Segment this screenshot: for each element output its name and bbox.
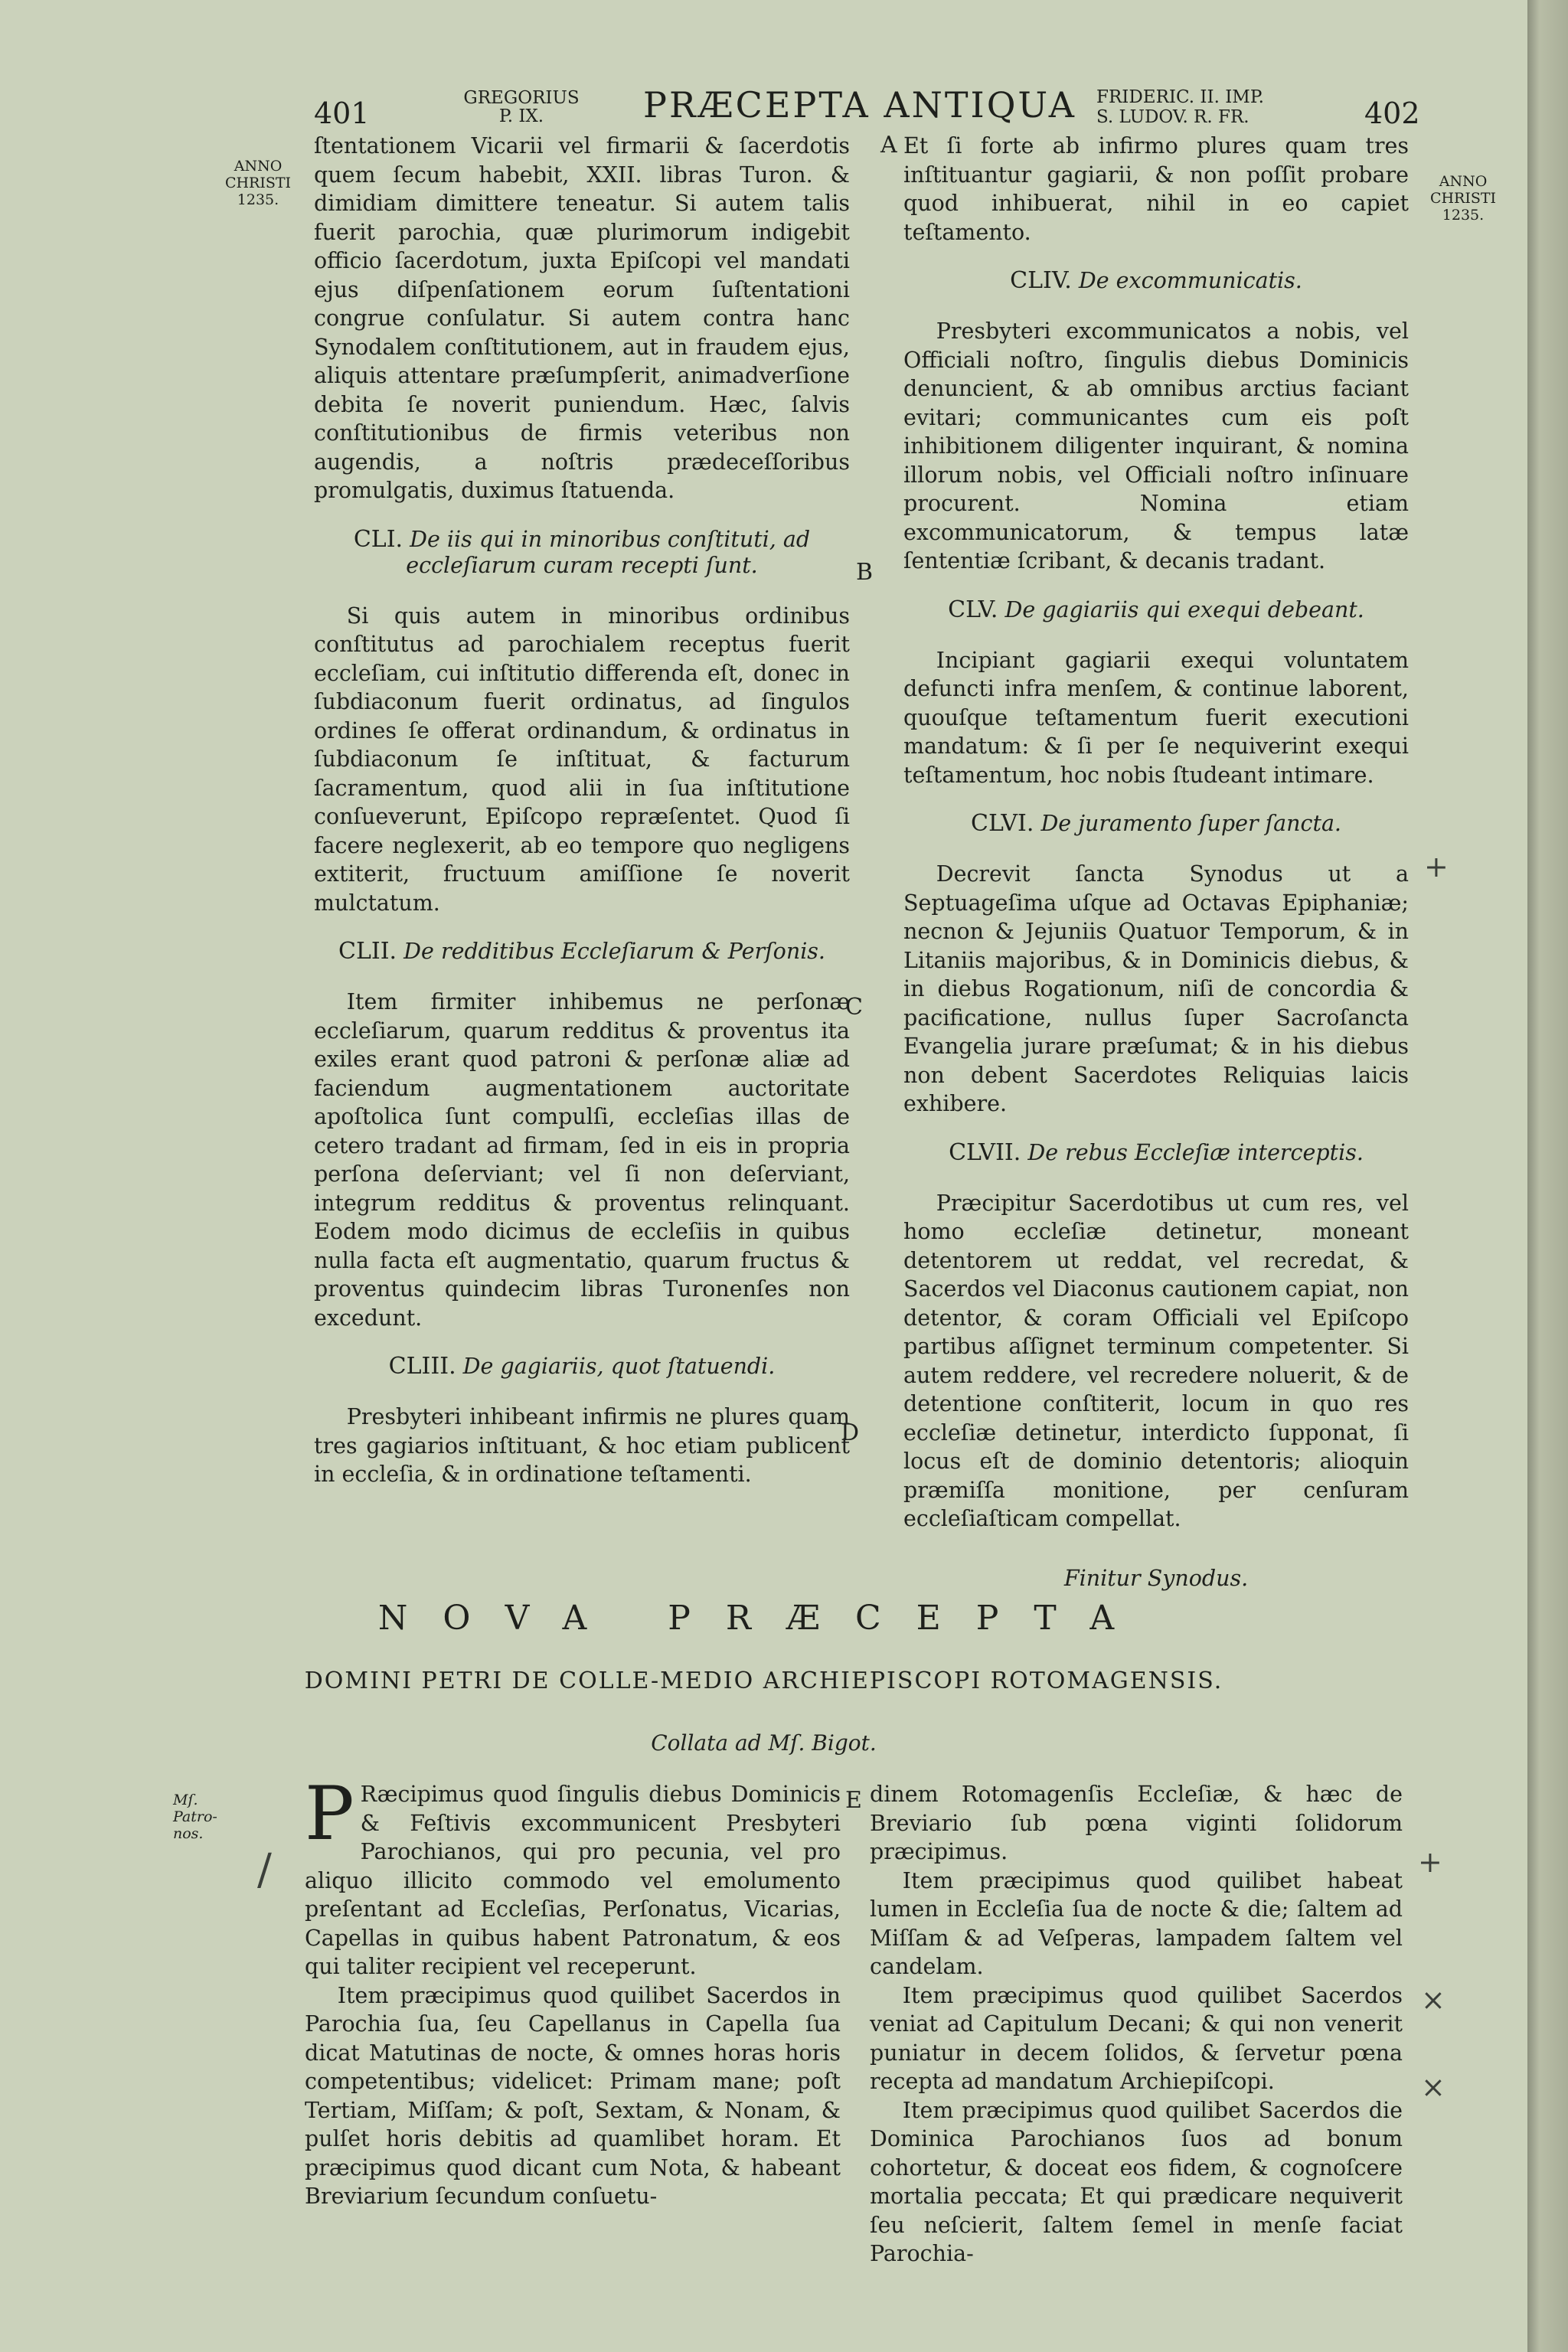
section-heading — [903, 597, 1409, 623]
pen-mark-icon: + — [1424, 850, 1449, 884]
nova-right-column — [870, 1780, 1403, 2269]
nova-first-paragraph — [305, 1771, 841, 1981]
section-number: CLII. — [338, 938, 397, 965]
margin-year: 1235. — [237, 191, 279, 208]
column-letter-c: C — [845, 994, 863, 1021]
section-title: De juramento ſuper ſancta. — [1040, 811, 1341, 836]
margin-year: 1235. — [1442, 207, 1485, 224]
nova-paragraph: Item præcipimus quod quilibet Sacerdos veniat ad Capitulum Decani; & qui non venerit puniatur in decem ſolidos, & ſervetur pœna recepta ad mandatum Archiepiſcopi. — [870, 1982, 1403, 2094]
running-head-gregorius: GREGORIUS — [463, 88, 580, 108]
running-head-ludovicus: S. LUDOV. R. FR. — [1096, 107, 1250, 127]
section-text: Presbyteri excommunicatos a nobis, vel Officiali noſtro, ſingulis diebus Dominicis denuncient, & ab omnibus arctius faciant evitari; communicantes cum eis poſt inhibitionem diligenter inquirant, & nomina illorum nobis, vel Officiali noſtro inſinuare procurent. Nomina etiam excommunicatorum, & tempus latæ ſententiæ ſcribant, & decanis tradant. — [903, 318, 1409, 573]
right-running-head — [1096, 87, 1264, 127]
column-letter-d: D — [841, 1419, 860, 1446]
section-heading — [903, 268, 1409, 294]
left-running-head — [449, 89, 594, 126]
column-letter-b: B — [856, 559, 874, 586]
pen-mark-icon: / — [257, 1845, 272, 1895]
section-heading — [903, 811, 1409, 837]
finitur-synodus: Finitur Synodus. — [1063, 1565, 1249, 1591]
section-text: Si quis autem in minoribus ordinibus conſtitutus ad parochialem receptus fuerit eccleſiam, cui inſtitutio differenda eſt, donec in ſubdiaconum fuerit ordinatus, ad ſingulos ordines ſe offerat ordinandum, & ordinatus in ſubdiaconum ſe inſtituat, & facturum ſacramentum, quod alii in ſua inſtitutione conſueverunt, Epiſcopo repræſentet. Quod ſi facere neglexerit, ab eo tempore quo negligens extiterit, fructuum amiſſione ſe noverit mulctatum. — [314, 603, 850, 916]
section-text: Item firmiter inhibemus ne perſonæ eccleſiarum, quarum redditus & proventus ita exiles erant quod patroni & perſonæ aliæ ad faciendum augmentationem auctoritate apoſtolica ſunt compulſi, eccleſias illas de cetero tradant ad firmam, ſed in eis in propria perſona deſerviant; vel ſi non deſerviant, integrum redditus & proventus relinquant. Eodem modo dicimus de eccleſiis in quibus nulla facta eſt augmentatio, quarum fructus & proventus quindecim libras Turonenſes non excedunt. — [314, 989, 850, 1331]
adjacent-page-edge — [1527, 0, 1568, 2352]
section-title: De rebus Eccleſiæ interceptis. — [1027, 1139, 1364, 1165]
column-letter-e: E — [845, 1787, 862, 1814]
margin-anno: ANNO — [1439, 173, 1488, 190]
section-number: CLV. — [948, 596, 998, 623]
section-title: De gagiariis, quot ſtatuendi. — [462, 1354, 776, 1379]
section-text: Presbyteri inhibeant infirmis ne plures quam tres gagiarios inſtituant, & hoc etiam publicent in eccleſia, & in ordinatione teſtamenti. — [314, 1404, 850, 1487]
section-number: CLI. — [353, 525, 403, 553]
nova-paragraph: Item præcipimus quod quilibet Sacerdos die Dominica Parochianos ſuos ad bonum cohortetur, & doceat eos fidem, & cognoſcere mortalia peccata; Et qui prædicare nequiverit ſeu neſcierit, ſaltem ſemel in menſe faciat Parochia- — [870, 2097, 1403, 2266]
pen-mark-icon: + — [1418, 1845, 1442, 1879]
nova-paragraph: Item præcipimus quod quilibet habeat lumen in Eccleſia ſua de nocte & die; ſaltem ad Miſſam & ad Veſperas, lampadem ſaltem vel candelam. — [870, 1867, 1403, 1979]
running-head-pope-number: P. IX. — [498, 106, 544, 126]
margin-christi: CHRISTI — [1429, 190, 1497, 207]
nova-left-column — [305, 1771, 841, 2211]
pen-mark-icon: × — [1421, 1983, 1446, 2017]
running-head-fridericus: FRIDERIC. II. IMP. — [1096, 87, 1264, 107]
left-page-number: 401 — [314, 96, 370, 130]
section-number: CLIV. — [1010, 267, 1072, 294]
collata-note: Collata ad Mſ. Bigot. — [651, 1730, 877, 1756]
section-text: Præcipitur Sacerdotibus ut cum res, vel homo eccleſiæ detinetur, moneant detentorem ut reddat, vel recredat, & Sacerdos vel Diaconus cautionem capiat, non detentor, & coram Officiali vel Epiſcopo partibus aſſignet terminum competenter. Si autem reddere, vel recredere noluerit, & de detentione conſtiterit, locum in quo res eccleſiæ detinetur, interdicto ſupponat, ſi locus eſt de dominio detentoris; alioquin præmiſſa monitione, per cenſuram eccleſiaſticam compellat. — [903, 1190, 1409, 1531]
nova-praecepta-subtitle: DOMINI PETRI DE COLLE-MEDIO ARCHIEPISCOPI ROTOMAGENSIS. — [304, 1668, 1223, 1694]
right-page-number: 402 — [1364, 96, 1420, 130]
left-intro-paragraph: ſtentationem Vicarii vel firmarii & ſacerdotis quem ſecum habebit, XXII. libras Turon. & dimidiam dimittere teneatur. Si autem talis fuerit parochia, quæ plurimorum indigebit officio ſacerdotum, juxta Epiſcopi vel mandati ejus diſpenſationem eorum ſuſtentationi congrue conſulatur. Si autem contra hanc Synodalem conſtitutionem, aut in fraudem ejus, aliquis attentare præſumpſerit, animadverſione debita ſe noverit puniendum. Hæc, ſalvis conſtitutionibus de firmis veteribus non augendis, a noſtris prædeceſſoribus promulgatis, duximus ſtatuenda. — [314, 133, 850, 503]
nova-praecepta-title: NOVA PRÆCEPTA — [377, 1599, 1150, 1638]
page-title: PRÆCEPTA ANTIQUA — [643, 84, 1076, 126]
section-heading — [903, 1140, 1409, 1166]
right-margin-year-note — [1421, 173, 1505, 224]
left-margin-year-note — [201, 158, 315, 208]
margin-anno: ANNO — [234, 158, 283, 175]
section-text: Incipiant gagiarii exequi voluntatem defuncti infra menſem, & continue laborent, quouſque teſtamentum fuerit executioni mandatum: & ſi per ſe nequiverint exequi teſtamentum, hoc nobis ſtudeant intimare. — [903, 647, 1409, 788]
section-title: De redditibus Eccleſiarum & Perſonis. — [403, 939, 825, 964]
margin-christi: CHRISTI — [224, 175, 292, 191]
section-number: CLVII. — [949, 1138, 1021, 1166]
section-text: Decrevit ſancta Synodus ut a Septuageſima uſque ad Octavas Epiphaniæ; necnon & Jejuniis Quatuor Temporum, & in Litaniis majoribus, & in Dominicis diebus, & in diebus Rogationum, niſi de concordia & pacificatione, nullus ſuper Sacroſancta Evangelia jurare præſumat; & in his diebus non debent Sacerdotes Reliquias laicis exhibere. — [903, 861, 1409, 1116]
section-title: De excommunicatis. — [1078, 268, 1302, 293]
section-title: De iis qui in minoribus conſtituti, ad eccleſiarum curam recepti ſunt. — [406, 526, 811, 578]
pen-mark-icon: × — [1421, 2070, 1446, 2104]
section-title: De gagiariis qui exequi debeant. — [1004, 596, 1364, 622]
section-heading — [314, 939, 850, 965]
section-heading — [314, 527, 850, 579]
section-number: CLIII. — [388, 1353, 456, 1380]
nova-paragraph: dinem Rotomagenſis Eccleſiæ, & hæc de Breviario ſub pœna viginti ſolidorum præcipimus. — [870, 1782, 1403, 1864]
section-number: CLVI. — [971, 810, 1034, 837]
nova-first-paragraph-text: Ræcipimus quod ſingulis diebus Dominicis & Feſtivis excommunicent Presbyteri Parochianos, qui pro pecunia, vel pro aliquo illicito commodo vel emolumento preſentant ad Eccleſias, Perſonatus, Vicarias, Capellas in quibus habent Patronatum, & eos qui taliter recipient vel receperunt. — [305, 1782, 841, 1979]
right-intro-paragraph: Et ſi forte ab infirmo plures quam tres inſtituantur gagiarii, & non poſſit probare quod inhibuerat, nihil in eo capiet teſtamento. — [903, 133, 1409, 245]
left-column — [314, 132, 850, 1489]
section-heading — [314, 1354, 850, 1380]
manuscript-margin-note: Mſ. Patro-nos. — [173, 1792, 217, 1842]
drop-cap-letter: P — [305, 1771, 354, 1857]
column-letter-a: A — [880, 132, 897, 158]
right-column — [903, 132, 1409, 1592]
nova-paragraph: Item præcipimus quod quilibet Sacerdos in Parochia ſua, ſeu Capellanus in Capella ſua dicat Matutinas de nocte, & omnes horas horis competentibus; videlicet: Primam mane; poſt Tertiam, Miſſam; & poſt, Sextam, & Nonam, & pulſet horis debitis ad quamlibet horam. Et præcipimus quod dicant cum Nota, & habeant Breviarium ſecundum conſuetu- — [305, 1982, 841, 2209]
